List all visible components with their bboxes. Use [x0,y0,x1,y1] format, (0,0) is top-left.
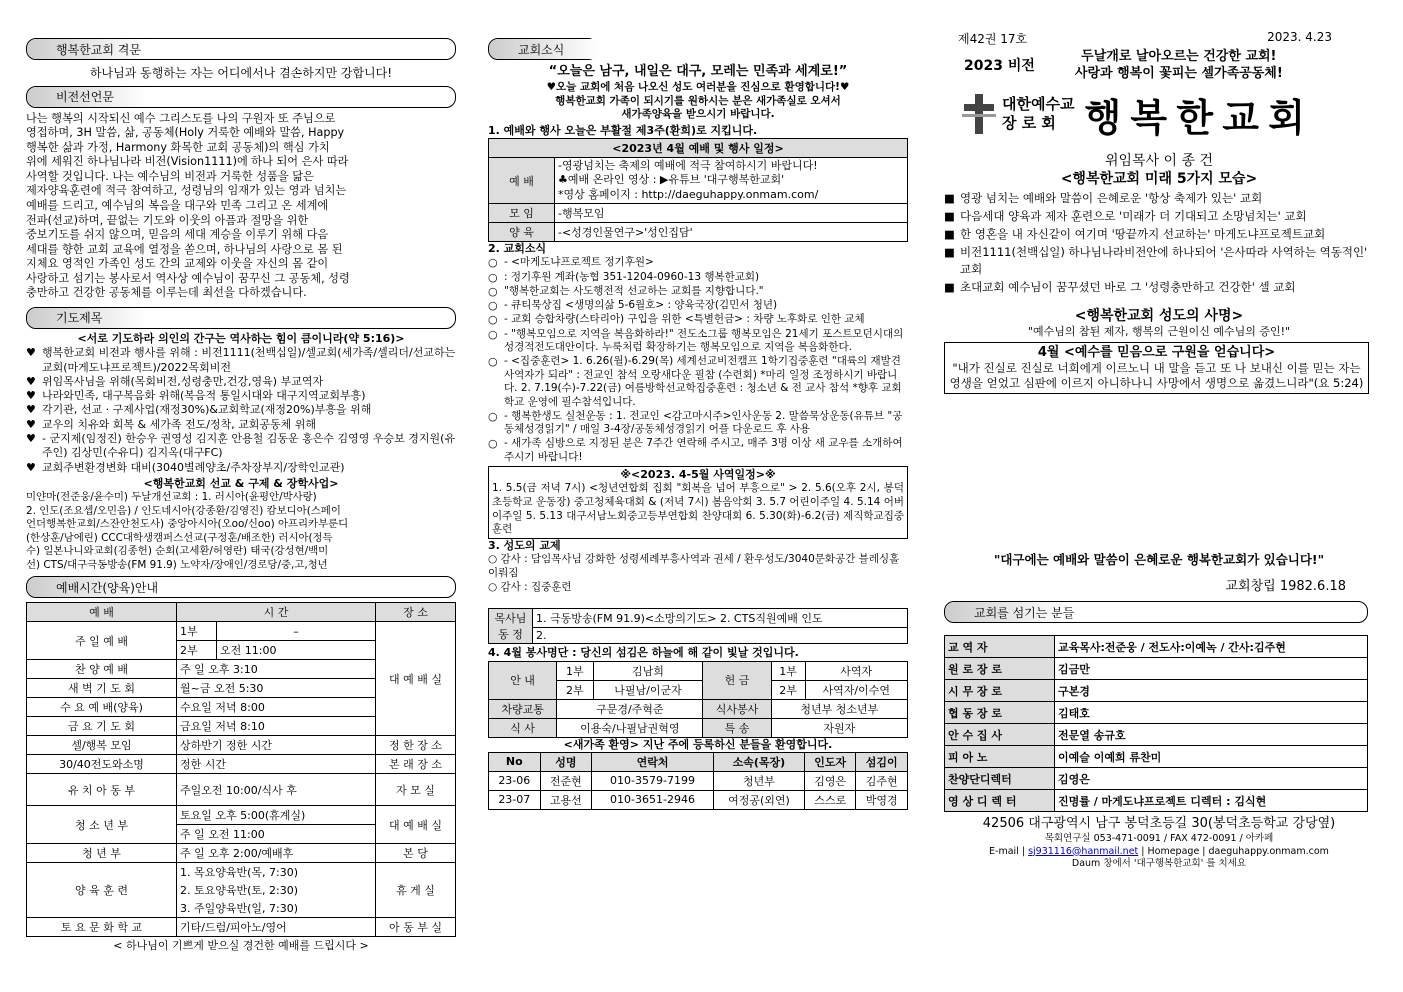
list-item: ○ - <집중훈련> 1. 6.26(월)-6.29(목) 세계선교비전캠프 1학기집중훈련 "대륙의 재발견 사역자가 되라" : 전교인 참석 오랑새다운 필참 (수련회) *마리 일정 조정하시기 바랍니다. 2. 7.19(수)-7.22(금) 여름방학선교학집중훈련 : 청소년 & 전 교사 참석 *향후 교회학교 운영에 필수참석입니다. [488,355,902,408]
table-row [945,746,1368,768]
row-label: 영 상 디 렉 터 [945,790,1055,812]
col-header: 인도자 [804,752,856,771]
table-cell: 주일오전 10:00/식사 후 [177,774,376,806]
plan-box [488,466,908,539]
volume: 제42권 17호 [958,32,1028,46]
table-cell: 진명률 / 마게도냐프로젝트 디렉터 : 김식현 [1055,790,1368,812]
section-motto-header: 행복한교회 격문 [26,38,456,60]
table-cell: 3. 주일양육반(일, 7:30) [177,899,376,918]
table-cell: 아 동 부 실 [376,918,456,937]
table-row [945,680,1368,702]
circle-icon: ○ [488,270,498,284]
plan-text: 1. 5.5(금 저녁 7시) <청년연합회 집회 "회복을 넘어 부흥으로" > 2. 5.6(오후 2시, 봉덕초등학교 운동장) 중고청체육대회 & (저녁 7시) 봄음악회 3. 5.7 어린이주일 4. 5.14 어버이주일 5. 5.13 대구서남노회중고등부연합회 찬양대회 6. 5.30(화)-6.2(금) 제직학교집중훈련 [492,482,904,536]
table-cell: 주 일 오전 11:00 [177,825,376,844]
pastor-table [488,608,908,644]
list-item: ○ - 큐티묵상집 <생명의삶 5-6월호> : 양육국장(김민서 청년) [488,299,778,313]
square-icon: ■ [944,244,955,259]
row-label: 모 임 [489,204,555,223]
contact-web: E-mail | sj931116@hanmail.net | Homepage | daeguhappy.onmam.com [989,845,1329,857]
list-item: ■ 영광 넘치는 예배와 말씀이 은혜로운 '항상 축제가 있는' 교회 [944,190,1374,208]
row-label: 찬양단디렉터 [945,768,1055,790]
mission-heading: <행복한교회 성도의 사명> [1074,308,1244,325]
plan-heading: ※<2023. 4-5월 사역일정>※ [620,468,776,482]
table-cell: 오전 11:00 [217,641,376,660]
table-cell: 본 래 장 소 [376,755,456,774]
table-cell: 정 한 장 소 [376,736,456,755]
vision-line: 제자양육훈련에 적극 참여하고, 성령님의 임재가 있는 영과 넘치는 [26,184,347,198]
vision-statement [26,112,456,301]
prayer-list [26,346,456,475]
table-row [945,658,1368,680]
circle-icon: ○ [488,284,498,298]
address: 42506 대구광역시 남구 봉덕초등길 30(봉덕초등학교 강당옆) [982,816,1336,832]
table-cell: 1부 [177,622,217,641]
heart-icon: ♥ [26,431,36,445]
vision-line: 예배를 드리고, 예수님의 복음을 대구와 민족 그리고 온 세계에 [26,198,329,212]
table-cell: 23-07 [489,790,541,809]
newcomer-table [488,752,908,810]
church-logo [962,87,1374,142]
table-cell: 김남희 [593,661,703,680]
vision-line: 나는 행복의 시작되신 예수 그리스도를 나의 구원자 또 주님으로 [26,111,336,125]
circle-icon: ○ [488,436,498,450]
table-cell: 금요일 저녁 8:10 [177,717,376,736]
table-heading: <2023년 4월 예배 및 행사 일정> [489,139,908,158]
col-header: 시 간 [177,603,376,622]
row-label: 협 동 장 로 [945,702,1055,724]
table-cell: 주 일 오후 2:00/예배후 [177,844,376,863]
circle-icon: ○ [488,355,498,369]
issue-line [944,30,1374,47]
welcome-line: 행복한교회 가족이 되시기를 원하시는 분은 새가족실로 오셔서 [555,94,841,107]
table-cell: 교육목사:전준웅 / 전도사:이예녹 / 간사:김주현 [1055,636,1368,658]
section-worship-header: 예배시간(양육)안내 [26,576,456,598]
col-header: 성명 [540,752,592,771]
list-item: ♥ - 군지제(임정진) 한승우 권영성 김지훈 안용철 김동운 홍은수 김영영 우승보 경지원(유주인) 김상민(수유디) 김지옥(대구FC) [26,431,456,460]
worship-footer: < 하나님이 기쁘게 받으실 경건한 예배를 드립시다 > [113,939,369,953]
cross-logo-icon [962,92,996,136]
square-icon: ■ [944,191,955,206]
table-cell: 김영은 [1055,768,1368,790]
list-item: ■ 한 영혼을 내 자신같이 여기며 '땅끝까지 선교하는' 마게도냐프로젝트교회 [944,226,1374,244]
row-label: 원 로 장 로 [945,658,1055,680]
prayer-heading: <서로 기도하라 의인의 간구는 역사하는 힘이 큼이니라(약 5:16)> [77,331,405,345]
table-cell: 여정공(외연) [713,790,804,809]
section-vision-header: 비전선언문 [26,86,456,108]
list-item: ♥ 교회주변환경변화 대비(3040별례양초/주차장부지/장학인교관) [26,460,345,474]
heart-icon: ♥ [26,417,36,431]
contact-phone: 목회연구실 053-471-0091 / FAX 472-0091 / 아카페 [1044,833,1274,845]
list-item: ○ - 행복한생도 실천운동 : 1. 전교인 <감고마시주>인사운동 2. 말씀묵상운동(유튜브 "공동체성경읽기" / 매일 3-4장/공동체성경읽기 어플 다운로드 후 사용 [488,409,903,436]
denomination: 장 로 회 [1002,114,1056,133]
list-item: ♥ 나라와민족, 대구복음화 위해(복음적 통일시대와 대구지역교회부흥) [26,389,366,403]
table-cell: 월~금 오전 5:30 [177,679,376,698]
mission-list [26,491,456,572]
table-cell: 청년부 [713,771,804,790]
row-label: 식 사 [489,718,557,737]
row-label: 식사봉사 [703,699,771,718]
email-link[interactable]: sj931116@hanmail.net [1028,845,1139,857]
table-cell: 청년부 청소년부 [771,699,907,718]
welcome-line: ♥오늘 교회에 처음 나오신 성도 여러분을 진심으로 환영합니다!♥ [546,80,850,93]
table-cell: 청 소 년 부 [27,806,177,844]
mission-heading: <행복한교회 선교 & 구제 & 장학사업> [143,476,339,490]
news-list [488,256,908,464]
worship-table [26,602,456,937]
table-cell: 자 모 실 [376,774,456,806]
table-cell: 찬 양 예 배 [27,660,177,679]
table-row [489,790,908,809]
circle-icon: ○ [488,256,498,270]
list-item: ♥ 위임목사님을 위해(목회비전,성령충만,건강,영육) 부교역자 [26,374,324,388]
vision-line: 사랑하고 섬기는 봉사로서 역사상 예수님이 꿈꾸신 그 공동체, 성령 [26,271,350,285]
table-cell: 1. 극동방송(FM 91.9)<소망의기도> 2. CTS직원예배 인도 [533,609,908,628]
heart-icon: ♥ [26,346,36,360]
daum-hint: Daum 창에서 '대구행복한교회' 를 치세요 [1071,858,1247,869]
april-events-table [488,138,908,242]
table-row [945,790,1368,812]
table-cell: 박영경 [856,790,908,809]
table-row [489,771,908,790]
list-item: ■ 초대교회 예수님이 꿈꾸셨던 바로 그 '성령충만하고 건강한' 셀 교회 [944,279,1374,297]
verse-box [944,342,1369,395]
square-icon: ■ [944,226,955,241]
table-cell: 토요일 오후 5:00(휴계실) [177,806,376,825]
heart-icon: ♥ [26,460,36,474]
item-3-heading: 3. 성도의 교제 [488,539,561,553]
table-cell: 사역자 [805,661,908,680]
table-cell: 대 예 배 실 [376,622,456,736]
col-header: 예 배 [27,603,177,622]
table-cell: 김영은 [804,771,856,790]
vision-line: 사역할 것입니다. 나는 예수님의 비전과 거룩한 성품을 닮은 [26,169,314,183]
table-cell: 청 년 부 [27,844,177,863]
table-cell: 김금만 [1055,658,1368,680]
table-cell: -영광넘치는 축제의 예배에 적극 참여하시기 바랍니다! ♣예배 온라인 영상 : ▶유튜브 '대구행복한교회' *영상 홈페이지 : http://daeguhappy.onmam.com/ [555,158,908,204]
table-cell: 이용숙/나필남권혁영 [557,718,703,737]
section-staff-header: 교회를 섬기는 분들 [944,601,1368,623]
heart-icon: ♥ [26,374,36,388]
table-cell: 010-3651-2946 [592,790,714,809]
table-cell: – [217,622,376,641]
item-2-heading: 2. 교회소식 [488,242,547,255]
table-cell: 30/40전도와소명 [27,755,177,774]
heart-icon: ♥ [26,389,36,403]
item-1-heading: 1. 예배와 행사 오늘은 부활절 제3주(환희)로 지킵니다. [488,123,758,137]
mission-line: 수) 일본나니와교회(김종헌) 순회(고세환/허영란) 태국(강성현/백미 [26,545,329,558]
list-item: ♥ 행복한교회 비전과 행사를 위해 : 비전1111(천백십일)/셀교회(세가족/셀리더/선교하는교회(마게도냐프로젝트)/2022목회비전 [26,346,456,374]
service-table [488,661,908,738]
table-cell: 토 요 문 화 학 교 [27,918,177,937]
table-cell: 주 일 예 배 [27,622,177,660]
item-4-heading: 4. 4월 봉사명단 : 당신의 섬김은 하늘에 해 같이 빛날 것입니다. [488,646,799,660]
left-column [26,0,456,954]
vision-line: 세대를 향한 교회 교육에 열정을 쏟으며, 하나님의 사랑으로 몸 된 [26,242,343,256]
row-label: 안 내 [489,661,557,699]
right-column [944,0,1374,870]
table-cell: -행복모임 [555,204,908,223]
slogan: 두날개로 날아오르는 건강한 교회! [1081,49,1277,64]
list-item: ♥ 각기관, 선교 · 구제사업(재정30%)&교회학교(재정20%)부흥을 위해 [26,403,372,417]
vision-banner [944,49,1374,83]
circle-icon: ○ [488,313,498,327]
row-label: 특 송 [703,718,771,737]
table-cell: 1부 [557,661,593,680]
table-row [945,636,1368,658]
list-item: ○ - "행복모임으로 지역을 복음화하라!" 전도소그룹 행복모임은 21세기 포스트모던시대의 성경적전도대안이다. 누룩처럼 확장하기는 행복모임으로 지역을 복음화한다. [488,327,904,354]
table-cell: 1부 [771,661,805,680]
welcome-line: 새가족양육을 받으시기 바랍니다. [621,108,775,121]
table-cell: 본 당 [376,844,456,863]
table-cell: 23-06 [489,771,541,790]
col-header: 연락처 [592,752,714,771]
row-label: 목사님 동 정 [489,609,533,644]
col-header: 소속(목장) [713,752,804,771]
col-header: 장 소 [376,603,456,622]
mission-line: 2. 인도(조요셉/오민음) / 인도네시아(강종환/김영진) 캄보디아(스페이 [26,504,341,517]
list-item: ■ 비전1111(천백십일) 하나님나라비전안에 하나되어 '은사따라 사역하는 역동적인' 교회 [944,244,1374,280]
table-cell: 2부 [771,680,805,699]
vision-line: 충만하고 건강한 공동체를 이루는데 최선을 다하겠습니다. [26,286,307,300]
table-cell: 주 일 오후 3:10 [177,660,376,679]
row-label: 피 아 노 [945,746,1055,768]
fellowship-2: ○ 감사 : 집중훈련 [488,580,572,593]
table-row [945,768,1368,790]
future-heading: <행복한교회 미래 5가지 모습> [1060,170,1258,187]
table-cell: 유 치 아 동 부 [27,774,177,806]
square-icon: ■ [944,208,955,223]
slogan: 사랑과 행복이 꽃피는 셀가족공동체! [1074,65,1283,81]
list-item: ○ - 교회 승합차량(스타리아) 구입을 위한 <특별헌금> : 차량 노후화로 인한 교체 [488,313,865,327]
verse-text: "내가 진실로 진실로 너희에게 이르노니 내 말을 듣고 또 나 보내신 이를 믿는 자는 영생을 얻었고 심판에 이르지 아니하나니 사망에서 생명으로 옮겼느니라"(요 5:24) [949,361,1364,391]
daegu-slogan: "대구에는 예배와 말씀이 은혜로운 행복한교회가 있습니다!" [993,552,1325,568]
table-cell: 2부 [177,641,217,660]
newcomer-heading: <새가족 환영> 지난 주에 등록하신 분들을 환영합니다. [563,737,833,751]
table-cell: 전문열 송규호 [1055,724,1368,746]
mission-line: 미얀마(전준웅/윤수미) 두날개선교회 : 1. 러시아(윤평안/박사랑) [26,491,317,504]
heart-icon: ♥ [26,403,36,417]
table-cell: 셀/행복 모임 [27,736,177,755]
table-cell: 수요일 저녁 8:00 [177,698,376,717]
col-header: No [489,752,541,771]
table-cell: 김태호 [1055,702,1368,724]
row-label: 헌 금 [703,661,771,699]
fellowship-1: ○ 감사 : 담임목사님 강화한 성령세례부흥사역과 권세 / 환우성도/3040문화공간 블레싱홀 이뤄짐 [488,553,900,579]
list-item: ○ "행복한교회는 사도행전적 선교하는 교회를 지향합니다." [488,284,764,298]
row-label: 교 역 자 [945,636,1055,658]
vision-line: 전파(선교)하며, 끝없는 기도와 이웃의 아픔과 절망을 위한 [26,213,309,227]
vision-line: 중보기도를 쉬지 않으며, 믿음의 세대 계승을 이루기 위해 다음 [26,228,329,242]
row-label: 안 수 집 사 [945,724,1055,746]
list-item: ○ - 새가족 심방으로 지정된 분은 7주간 연락해 주시고, 매주 3명 이상 새 교우를 소개하여 주시기 바랍니다! [488,436,903,463]
row-label: 양 육 [489,223,555,242]
table-cell: 정한 시간 [177,755,376,774]
list-item: ■ 다음세대 양육과 제자 훈련으로 '미래가 더 기대되고 소망넘치는' 교회 [944,208,1374,226]
table-cell: 전준현 [540,771,592,790]
mission-line: 언더행복한교회/스잔안천도사) 중앙아시아(오oo/신oo) 아프리카부룬디 [26,518,349,531]
news-title: “오늘은 남구, 내일은 대구, 모레는 민족과 세계로!” [548,64,848,79]
table-cell: 010-3579-7199 [592,771,714,790]
circle-icon: ○ [488,409,498,423]
table-cell: 양 육 훈 련 [27,863,177,918]
table-cell: 새 벽 기 도 회 [27,679,177,698]
table-cell: 스스로 [804,790,856,809]
table-cell: 나필남/이군자 [593,680,703,699]
table-cell: 고용선 [540,790,592,809]
table-cell: 기타/드럼/피아노/영어 [177,918,376,937]
motto: 하나님과 동행하는 자는 어디에서나 겸손하지만 강합니다! [89,66,393,80]
mission-sub: "예수님의 참된 제자, 행복의 근원이신 예수님의 증인!" [1027,325,1291,339]
table-cell: 휴 게 실 [376,863,456,918]
col-header: 섬김이 [856,752,908,771]
circle-icon: ○ [488,327,498,341]
table-row [945,702,1368,724]
table-cell: -<성경인물연구>'성인집담' [555,223,908,242]
vision-line: 지체요 영적인 가족인 성도 간의 교제와 이웃을 자신의 몸 같이 [26,257,329,271]
vision-year: 2023 비전 [964,58,1035,74]
row-label: 예 배 [489,158,555,204]
table-row [945,724,1368,746]
church-name: 행 복 한 교 회 [1084,95,1303,140]
month-theme: 4월 <예수를 믿음으로 구원을 얻습니다> [1037,344,1276,360]
table-cell: 사역자/이수연 [805,680,908,699]
table-cell: 2부 [557,680,593,699]
table-cell: 2. [533,628,908,644]
denomination: 대한예수교 [1002,94,1075,113]
founded: 교회창립 1982.6.18 [1225,578,1346,594]
table-cell: 구문경/주혁준 [557,699,703,718]
middle-column [488,0,908,810]
table-cell: 수 요 예 배(양육) [27,698,177,717]
table-cell: 금 요 기 도 회 [27,717,177,736]
issue-date: 2023. 4.23 [1267,30,1332,44]
table-cell: 1. 목요양육반(목, 7:30) [177,863,376,882]
list-item: ♥ 교우의 치유와 회복 & 세가족 전도/정착, 교회공동체 위해 [26,417,317,431]
list-item: ○ : 정기후원 계좌(농협 351-1204-0960-13 행복한교회) [488,270,760,284]
staff-table [944,635,1368,812]
table-cell: 자원자 [771,718,907,737]
square-icon: ■ [944,280,955,295]
vision-line: 위에 세워진 하나님나라 비전(Vision1111)에 하나 되어 은사 따라 [26,155,349,169]
list-item: ○ - <마게도냐프로젝트 정기후원> [488,256,654,270]
circle-icon: ○ [488,299,498,313]
section-prayer-header: 기도제목 [26,307,456,329]
section-news-header: 교회소식 [488,38,598,60]
vision-line: 영접하며, 3H 말씀, 삶, 공동체(Holy 거룩한 예배와 말씀, Happy [26,126,345,140]
table-cell: 이예슬 이예희 류찬미 [1055,746,1368,768]
senior-pastor: 위임목사 이 종 건 [1104,152,1214,169]
vision-line: 행복한 삶과 가정, Harmony 화목한 교회 공동체)의 핵심 가치 [26,140,330,154]
mission-line: 선) CTS/대구극동방송(FM 91.9) 노약자/장애인/경로당/중,고,청년 [26,558,328,571]
table-cell: 구본경 [1055,680,1368,702]
mission-line: (한상훈/남에린) CCC대학생캠퍼스선교(구정훈/배조한) 러시아(정득 [26,531,333,544]
table-cell: 2. 토요양육반(토, 2:30) [177,881,376,899]
table-cell: 대 예 배 실 [376,806,456,844]
row-label: 시 무 장 로 [945,680,1055,702]
row-label: 차량교통 [489,699,557,718]
table-cell: 상하반기 정한 시간 [177,736,376,755]
future-list [944,190,1374,297]
table-cell: 김주현 [856,771,908,790]
